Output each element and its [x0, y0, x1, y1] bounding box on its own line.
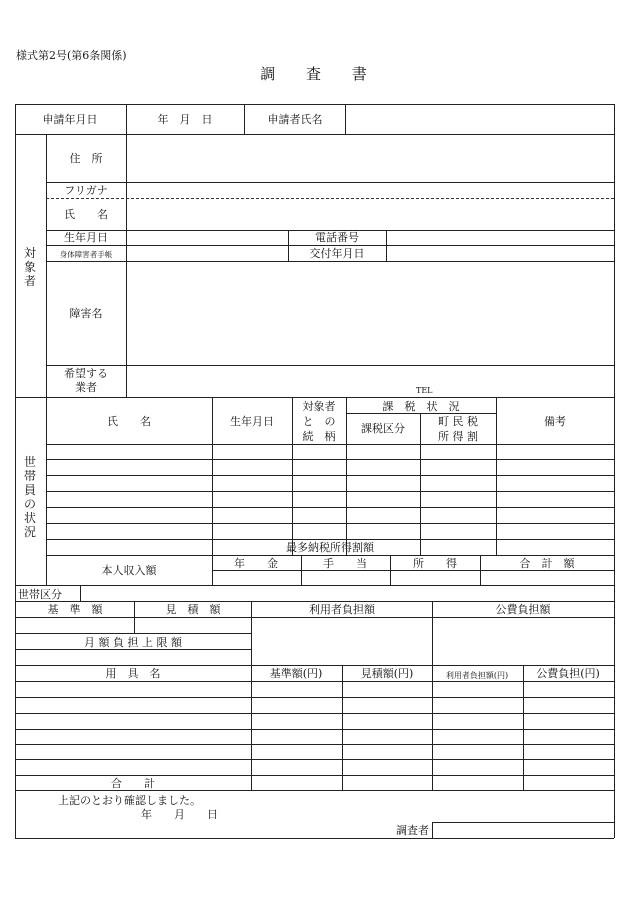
issue-date-label: 交付年月日 — [309, 247, 365, 260]
earnings-label: 所 得 — [413, 557, 457, 570]
public-burden-label: 公費負担額 — [495, 603, 551, 616]
household-name-col: 氏 名 — [107, 415, 151, 428]
monthly-cap-label: 月 額 負 担 上 限 額 — [84, 636, 182, 649]
estimate-yen-col: 見積額(円) — [360, 667, 414, 680]
relation-col-3: 続 柄 — [302, 430, 336, 443]
disability-name-label: 障害名 — [69, 307, 103, 320]
monthly-cap-field[interactable] — [16, 650, 250, 664]
town-tax-col: 町 民 税 — [438, 415, 478, 428]
application-date-field[interactable]: 年 月 日 — [157, 113, 213, 126]
household-category-label: 世帯区分 — [18, 588, 62, 601]
tax-category-col: 課税区分 — [361, 422, 405, 435]
household-section-label: 世帯員の状況 — [23, 455, 36, 539]
income-label: 本人収入額 — [101, 564, 157, 577]
applicant-name-field[interactable] — [346, 105, 613, 133]
tax-status-col: 課 税 状 況 — [382, 400, 460, 413]
items-total-label: 合 計 — [111, 777, 155, 790]
household-category-field[interactable] — [81, 586, 613, 600]
item-name-col: 用 具 名 — [105, 667, 161, 680]
confirmation-date: 年 月 日 — [141, 808, 218, 821]
item-rows[interactable] — [16, 682, 613, 774]
address-label: 住 所 — [69, 152, 103, 165]
household-birthdate-col: 生年月日 — [230, 415, 274, 428]
address-field[interactable] — [127, 135, 613, 181]
standard-yen-col: 基準額(円) — [269, 667, 323, 680]
standard-amount-label: 基 準 額 — [47, 603, 103, 616]
application-date-label: 申請年月日 — [42, 113, 98, 126]
preferred-vendor-label-2: 業者 — [75, 381, 97, 394]
pension-label: 年 金 — [234, 557, 278, 570]
phone-label: 電話番号 — [315, 231, 359, 244]
relation-col: 対象者 — [302, 400, 336, 413]
estimate-amount-label: 見 積 額 — [165, 603, 221, 616]
furigana-label: フリガナ — [64, 184, 108, 197]
furigana-field[interactable] — [127, 183, 613, 197]
user-burden-label: 利用者負担額 — [309, 603, 375, 616]
confirmation-text: 上記のとおり確認しました。 — [58, 794, 201, 807]
form-title: 調 査 書 — [260, 65, 380, 83]
town-tax-col-2: 所 得 割 — [438, 430, 478, 443]
preferred-vendor-label: 希望する — [64, 367, 108, 380]
inspector-field[interactable] — [433, 823, 613, 837]
applicant-name-label: 申請者氏名 — [267, 113, 323, 126]
remarks-col: 備考 — [544, 415, 566, 428]
form-number: 様式第2号(第6条関係) — [16, 49, 127, 62]
disability-handbook-label: 身体障害者手帳 — [59, 250, 113, 259]
household-rows[interactable] — [47, 445, 613, 538]
relation-col-2: と の — [302, 415, 336, 428]
inspector-label: 調査者 — [396, 824, 429, 837]
subject-name-field[interactable] — [127, 199, 613, 229]
user-burden-yen-col: 利用者負担額(円) — [445, 671, 509, 680]
allowance-label: 手 当 — [323, 557, 367, 570]
tel-label: TEL — [416, 386, 433, 395]
disability-name-field[interactable] — [127, 262, 613, 364]
max-tax-label: 最多納税所得割額 — [286, 541, 374, 554]
birthdate-label: 生年月日 — [64, 231, 108, 244]
name-label: 氏 名 — [64, 208, 108, 221]
subject-section-label: 対象者 — [23, 246, 36, 288]
total-income-label: 合 計 額 — [519, 557, 575, 570]
public-burden-yen-col: 公費負担(円) — [536, 667, 600, 680]
